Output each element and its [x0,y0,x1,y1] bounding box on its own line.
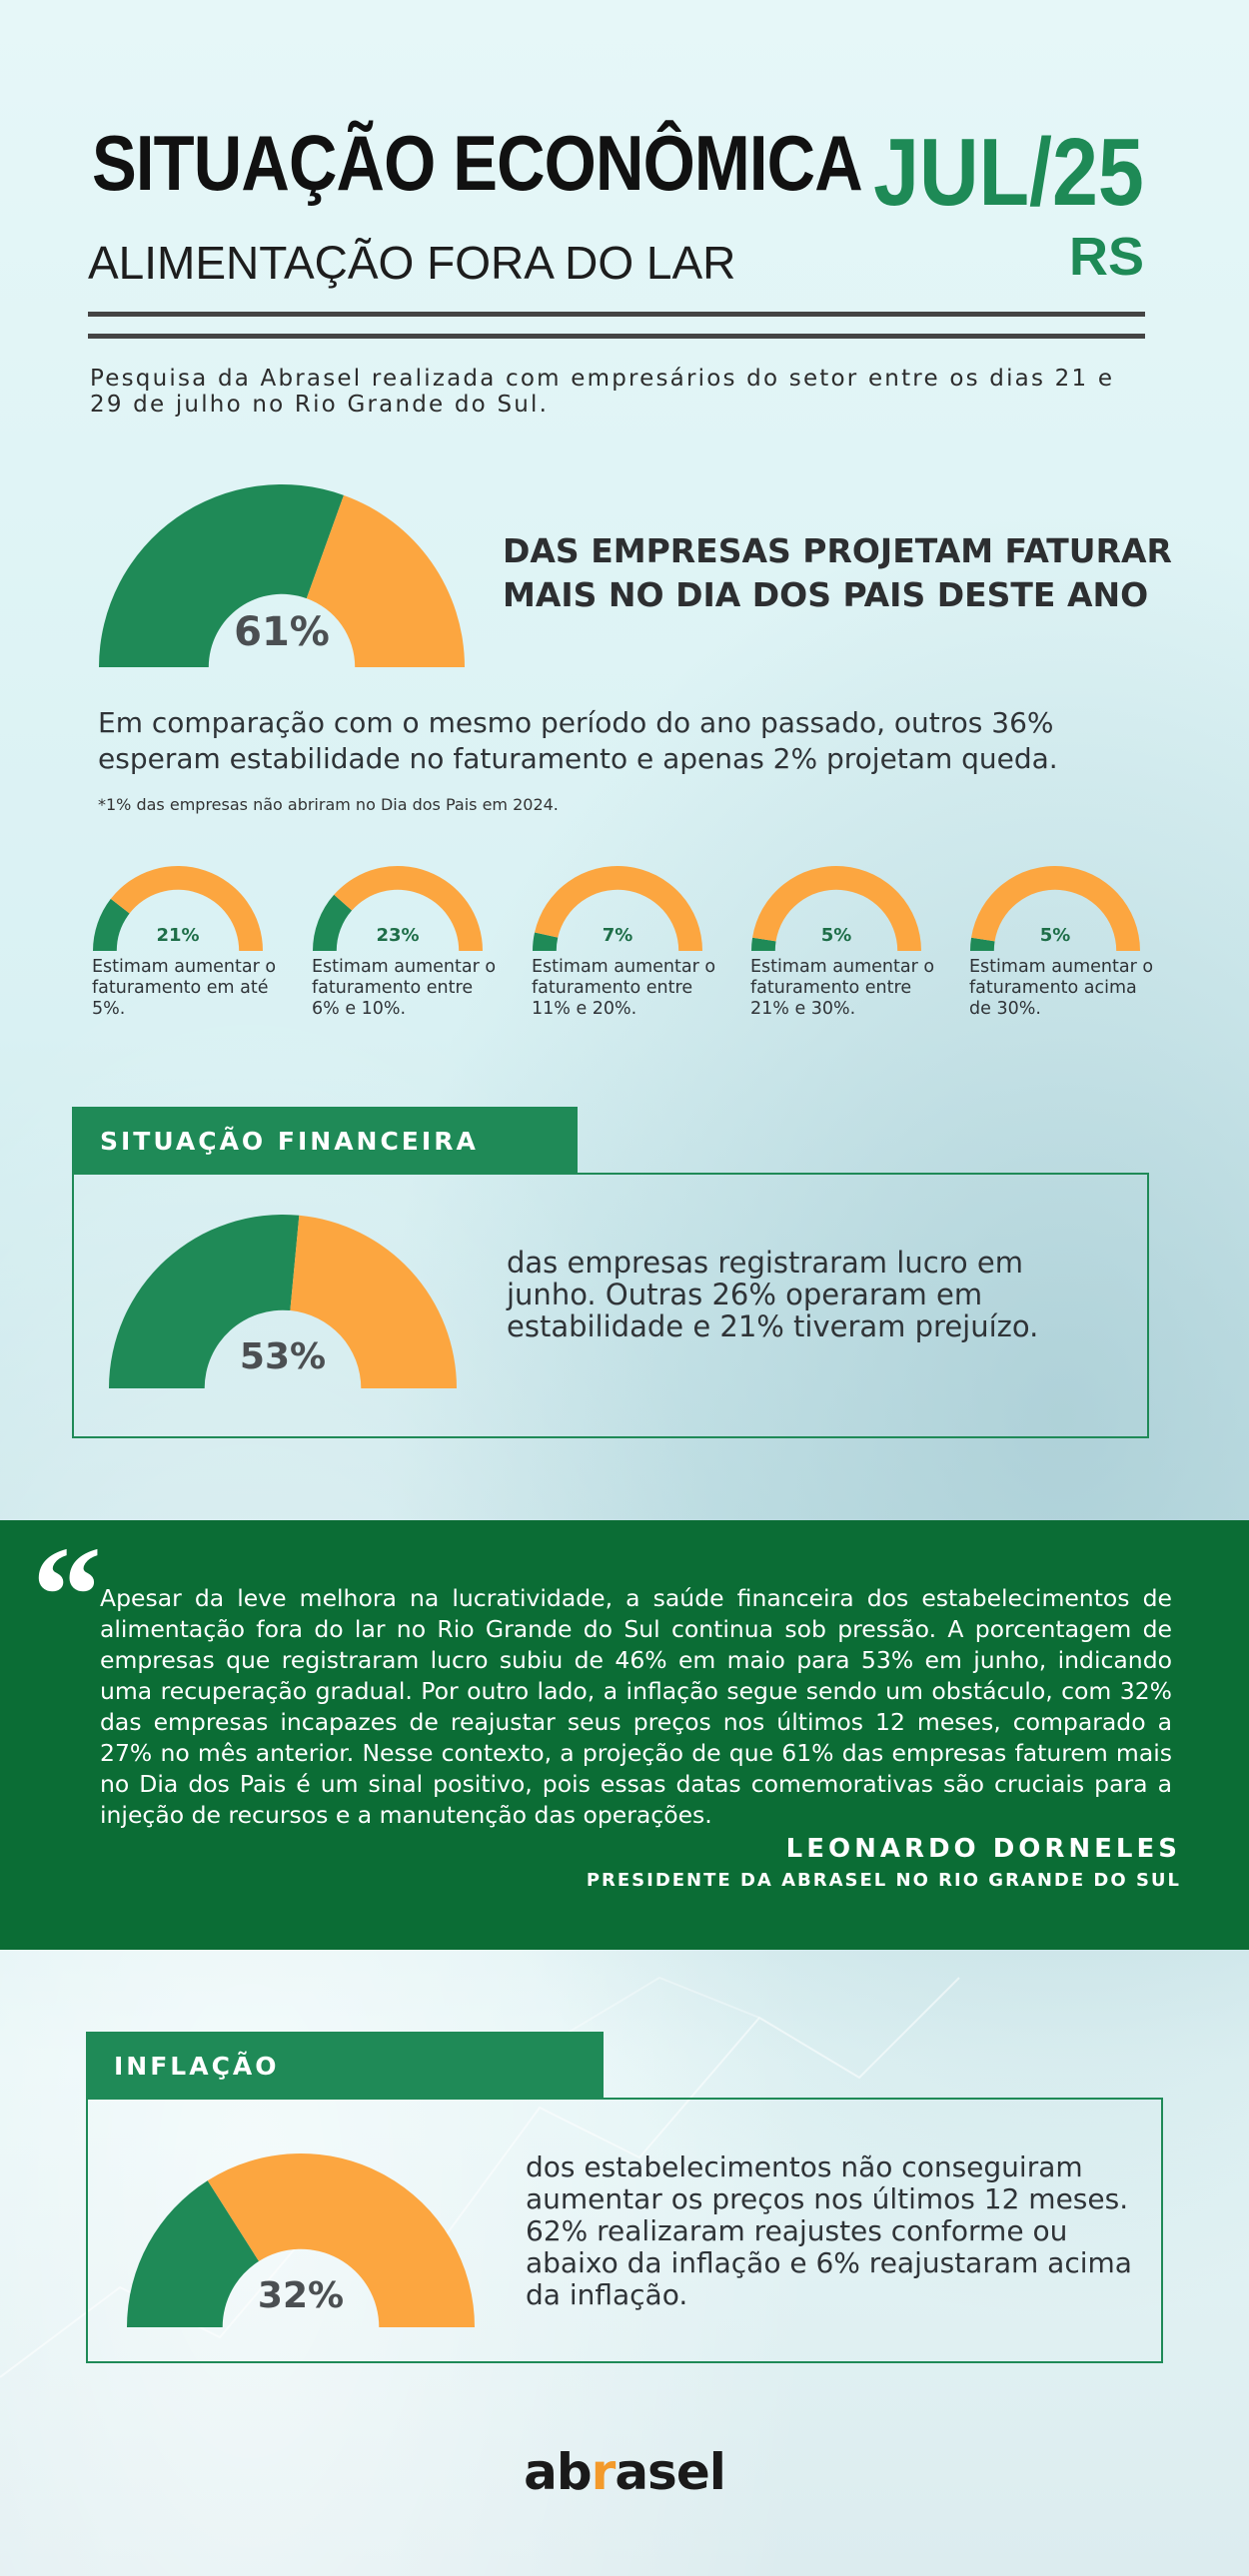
financial-gauge [108,1209,458,1388]
small-gauge-2 [312,863,497,1023]
main-headline: DAS EMPRESAS PROJETAM FATURAR MAIS NO DIA DOS PAIS DESTE ANO [503,531,1172,614]
page-title: SITUAÇÃO ECONÔMICA [92,119,862,207]
period-label: JUL/25 [873,119,1144,226]
small-gauge-1-caption: Estimam aumentar o faturamento em até 5%. [92,957,277,1019]
footnote: *1% das empresas não abriram no Dia dos Pais em 2024. [98,795,559,814]
quote-author: LEONARDO DORNELES [785,1834,1181,1864]
financial-text: das empresas registraram lucro em junho. Outras 26% operaram em estabilidade e 21% tiveram prejuízo. [507,1246,1039,1343]
comparison-text: Em comparação com o mesmo período do ano passado, outros 36% esperam estabilidade no faturamento e apenas 2% projetam queda. [98,706,1058,775]
inflation-gauge-value: 32% [257,2275,345,2316]
small-gauge-3-caption: Estimam aumentar o faturamento entre 11% e 20%. [532,957,716,1019]
intro-text: Pesquisa da Abrasel realizada com empresários do setor entre os dias 21 e 29 de julho no Rio Grande do Sul. [90,366,1115,418]
small-gauge-1-value: 21% [156,925,200,946]
small-gauge-5 [969,863,1154,1023]
small-gauge-5-value: 5% [1039,925,1071,946]
small-gauge-5-caption: Estimam aumentar o faturamento acima de 30%. [969,957,1154,1019]
main-gauge [98,477,466,667]
inflation-section-tab: INFLAÇÃO [86,2032,604,2100]
small-gauge-1 [92,863,277,1023]
small-gauge-3-value: 7% [602,925,633,946]
quote-role: PRESIDENTE DA ABRASEL NO RIO GRANDE DO SUL [586,1870,1181,1891]
small-gauge-2-caption: Estimam aumentar o faturamento entre 6% e 10%. [312,957,497,1019]
small-gauge-4 [750,863,935,1023]
divider-bottom [88,334,1145,339]
divider-top [88,312,1145,317]
small-gauge-2-value: 23% [376,925,420,946]
quote-icon: “ [32,1518,102,1673]
financial-gauge-value: 53% [239,1336,327,1377]
page-subtitle: ALIMENTAÇÃO FORA DO LAR [88,237,736,289]
quote-text: Apesar da leve melhora na lucratividade, a saúde financeira dos estabelecimentos de alimentação fora do lar no Rio Grande do Sul continua sob pressão. A porcentagem de empresas que registraram lucro subiu de 46% em maio para 53% em junho, indicando uma recuperação gradual. Por outro lado, a inflação segue sendo um obstáculo, com 32% das empresas incapazes de reajustar seus preços nos últimos 12 meses, comparado a 27% no mês anterior. Nesse contexto, a projeção de que 61% das empresas faturem mais no Dia dos Pais é um sinal positivo, pois essas datas comemorativas são cruciais para a injeção de recursos e a manutenção das operações. [100,1584,1172,1829]
small-gauge-4-caption: Estimam aumentar o faturamento entre 21% e 30%. [750,957,935,1019]
financial-section-tab: SITUAÇÃO FINANCEIRA [72,1107,578,1175]
small-gauge-4-value: 5% [820,925,852,946]
region-label: RS [1068,227,1144,287]
main-gauge-value: 61% [234,609,330,655]
abrasel-logo: abrasel [524,2443,725,2501]
inflation-text: dos estabelecimentos não conseguiram aumentar os preços nos últimos 12 meses. 62% realizaram reajustes conforme ou abaixo da inflação e 6% reajustaram acima da inflação. [526,2150,1132,2311]
inflation-gauge [126,2147,476,2327]
small-gauge-3 [532,863,716,1023]
